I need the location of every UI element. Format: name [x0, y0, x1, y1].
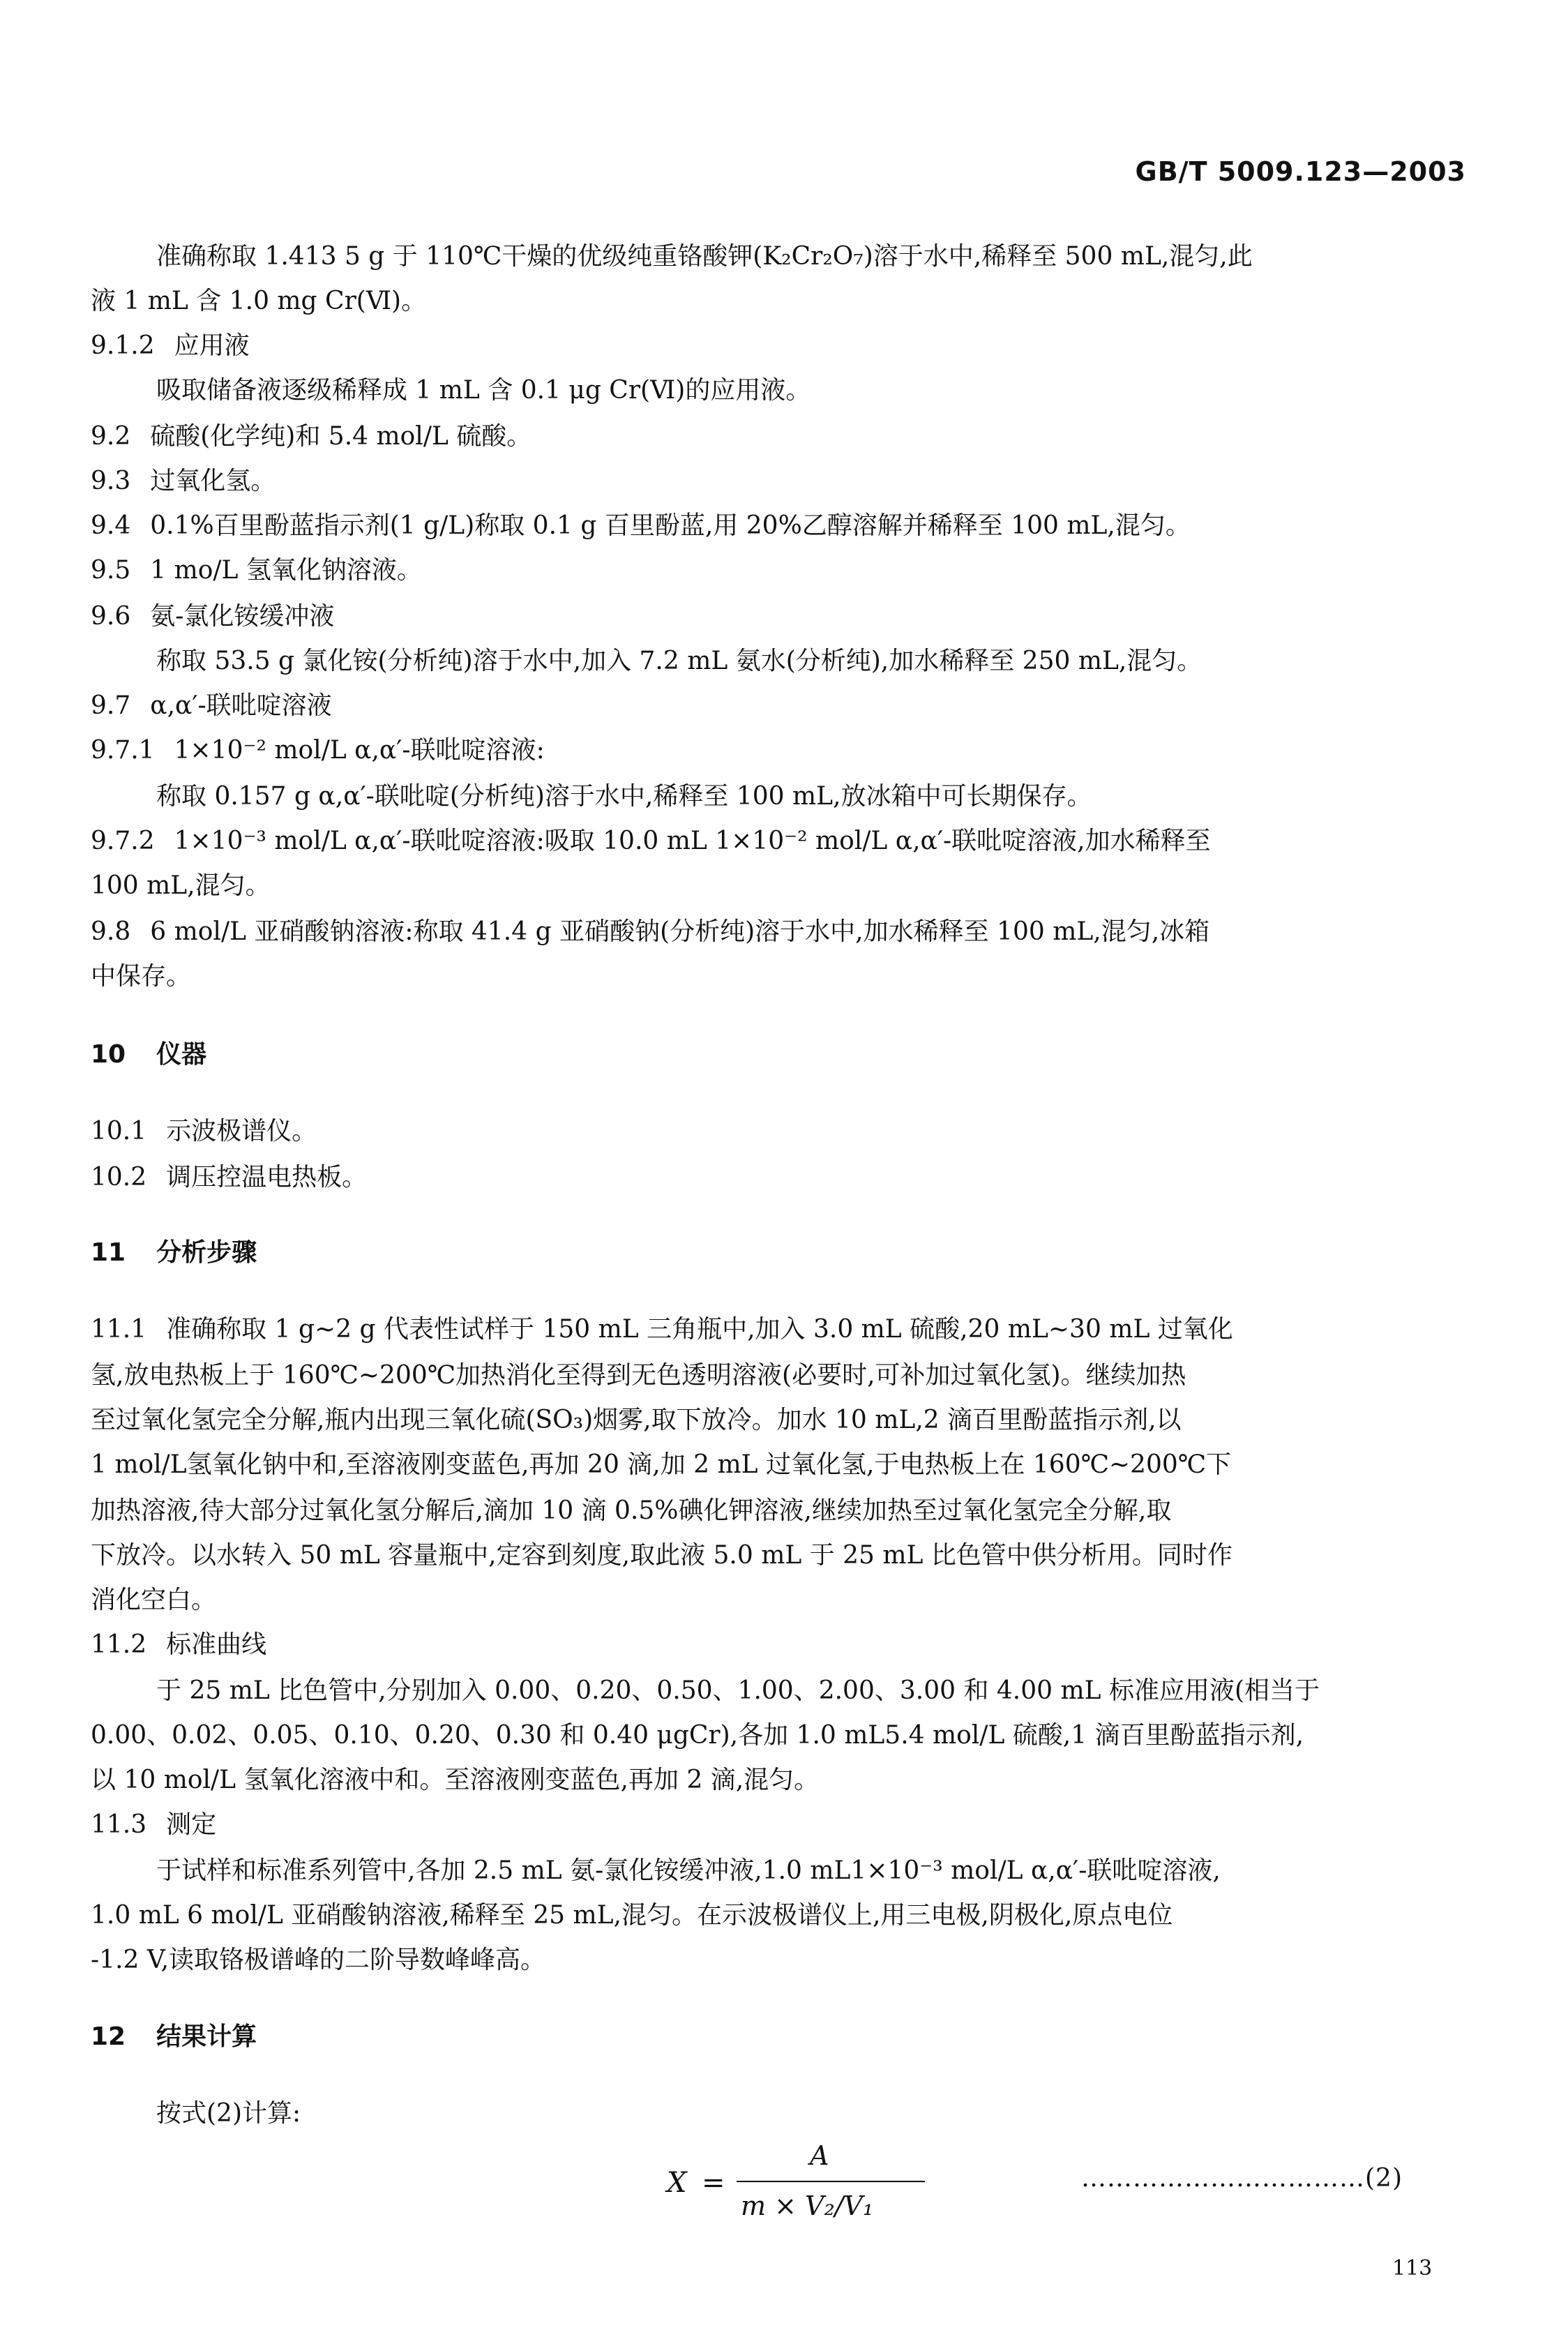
formula-leader-dots: ……………………………	[1081, 2164, 1365, 2193]
text-line	[91, 469, 276, 494]
clause-text: 于 25 mL 比色管中,分别加入 0.00、0.20、0.50、1.00、2.00、3.00 和 4.00 mL 标准应用液(相当于	[156, 1676, 1320, 1705]
clause-number: 10	[91, 1040, 126, 1069]
clause-text: 1×10⁻³ mol/L α,α′-联吡啶溶液:吸取 10.0 mL 1×10⁻² mol/L α,α′-联吡啶溶液,加水稀释至	[174, 827, 1211, 855]
text-line	[91, 604, 334, 629]
clause-text: 调压控温电热板。	[166, 1163, 368, 1192]
text-line	[156, 2101, 301, 2126]
text-line	[91, 1903, 1173, 1928]
text-line	[91, 558, 422, 583]
clause-text: 液 1 mL 含 1.0 mg Cr(Ⅵ)。	[91, 287, 427, 315]
text-line	[91, 1165, 367, 1190]
text-line	[91, 289, 426, 314]
text-line	[91, 1812, 216, 1838]
clause-number: 11.3	[91, 1810, 147, 1839]
clause-number: 9.7	[91, 691, 131, 720]
text-line	[91, 1543, 1232, 1568]
text-line	[156, 649, 1202, 674]
clause-text: 吸取储备液逐级稀释成 1 mL 含 0.1 μg Cr(Ⅵ)的应用液。	[156, 376, 811, 405]
clause-number: 9.3	[91, 467, 131, 495]
clause-text: 标准曲线	[166, 1630, 267, 1659]
text-line	[91, 829, 1211, 854]
text-line	[91, 693, 332, 719]
clause-number: 12	[91, 2022, 126, 2051]
clause-text: -1.2 V,读取铬极谱峰的二阶导数峰峰高。	[91, 1946, 546, 1974]
text-line	[91, 1723, 1304, 1748]
text-line	[156, 1858, 1221, 1884]
clause-number: 9.2	[91, 422, 131, 451]
page-number: 113	[1392, 2256, 1433, 2281]
text-line	[91, 424, 532, 449]
clause-text: 氨-氯化铵缓冲液	[150, 602, 335, 631]
clause-text: 准确称取 1 g~2 g 代表性试样于 150 mL 三角瓶中,加入 3.0 mL 硫酸,20 mL~30 mL 过氧化	[166, 1315, 1233, 1344]
clause-number: 9.7.2	[91, 827, 155, 855]
clause-text: 消化空白。	[91, 1586, 217, 1614]
clause-number: 9.1.2	[91, 331, 155, 360]
text-line	[91, 513, 1191, 539]
text-line	[91, 873, 271, 899]
formula-denominator: m × V₂/V₁	[741, 2191, 874, 2221]
section-heading	[91, 1240, 257, 1265]
clause-text: 应用液	[174, 331, 250, 360]
text-line	[91, 1317, 1233, 1342]
formula-numerator: A	[810, 2140, 829, 2171]
clause-text: 100 mL,混匀。	[91, 871, 271, 900]
clause-number: 11	[91, 1238, 126, 1267]
clause-text: α,α′-联吡啶溶液	[150, 691, 332, 720]
clause-text: 1 mo/L 氢氧化钠溶液。	[150, 556, 422, 585]
clause-text: 6 mol/L 亚硝酸钠溶液:称取 41.4 g 亚硝酸钠(分析纯)溶于水中,加水稀释至 100 mL,混匀,冰箱	[150, 917, 1210, 946]
clause-text: 于试样和标准系列管中,各加 2.5 mL 氨-氯化铵缓冲液,1.0 mL1×10⁻³ mol/L α,α′-联吡啶溶液,	[156, 1856, 1221, 1885]
text-line	[91, 964, 191, 989]
clause-text: 示波极谱仪。	[166, 1117, 317, 1145]
clause-text: 至过氧化氢完全分解,瓶内出现三氧化硫(SO₃)烟雾,取下放冷。加水 10 mL,2 滴百里酚蓝指示剂,以	[91, 1406, 1182, 1434]
standard-number: GB/T 5009.123—2003	[1135, 156, 1466, 187]
clause-text: 测定	[166, 1810, 217, 1839]
fraction-bar	[737, 2181, 925, 2182]
clause-number: 9.6	[91, 602, 131, 631]
clause-text: 中保存。	[91, 962, 192, 991]
clause-text: 硫酸(化学纯)和 5.4 mol/L 硫酸。	[150, 422, 532, 451]
formula-lhs: X	[667, 2167, 687, 2199]
clause-text: 准确称取 1.413 5 g 于 110℃干燥的优级纯重铬酸钾(K₂Cr₂O₇)溶于水中,稀释至 500 mL,混匀,此	[156, 242, 1253, 271]
text-line	[91, 1588, 216, 1613]
text-line	[91, 1948, 545, 1973]
clause-number: 9.8	[91, 917, 131, 946]
text-line	[91, 738, 545, 763]
clause-text: 以 10 mol/L 氢氧化溶液中和。至溶液刚变蓝色,再加 2 滴,混匀。	[91, 1766, 820, 1794]
clause-number: 9.7.1	[91, 736, 155, 765]
text-line	[91, 1119, 317, 1144]
clause-text: 1 mol/L氢氧化钠中和,至溶液刚变蓝色,再加 20 滴,加 2 mL 过氧化氢,于电热板上在 160℃~200℃下	[91, 1450, 1232, 1479]
text-line	[156, 1678, 1320, 1704]
clause-number: 9.4	[91, 511, 131, 540]
clause-text: 下放冷。以水转入 50 mL 容量瓶中,定容到刻度,取此液 5.0 mL 于 25 mL 比色管中供分析用。同时作	[91, 1541, 1232, 1570]
clause-number: 11.1	[91, 1315, 147, 1344]
clause-text: 过氧化氢。	[150, 467, 276, 495]
text-line	[91, 1632, 266, 1658]
text-line	[156, 378, 811, 403]
text-line	[91, 1768, 819, 1793]
text-line	[91, 333, 250, 359]
text-line	[91, 1452, 1231, 1478]
formula-label	[1081, 2164, 1403, 2193]
clause-number: 11.2	[91, 1630, 147, 1659]
clause-text: 0.1%百里酚蓝指示剂(1 g/L)称取 0.1 g 百里酚蓝,用 20%乙醇溶解并稀释至 100 mL,混匀。	[150, 511, 1191, 540]
section-heading	[91, 1042, 206, 1067]
clause-text: 称取 53.5 g 氯化铵(分析纯)溶于水中,加入 7.2 mL 氨水(分析纯),加水稀释至 250 mL,混匀。	[156, 647, 1203, 675]
clause-text: 仪器	[156, 1040, 207, 1069]
section-heading	[91, 2024, 257, 2050]
clause-number: 10.2	[91, 1163, 147, 1192]
text-line	[91, 1363, 1186, 1388]
clause-text: 氢,放电热板上于 160℃~200℃加热消化至得到无色透明溶液(必要时,可补加过氧化氢)。继续加热	[91, 1361, 1186, 1390]
clause-text: 1.0 mL 6 mol/L 亚硝酸钠溶液,稀释至 25 mL,混匀。在示波极谱仪上,用三电极,阴极化,原点电位	[91, 1901, 1173, 1930]
formula-equals: =	[702, 2167, 725, 2199]
text-line	[91, 1498, 1171, 1524]
text-line	[156, 784, 1092, 809]
text-line	[156, 244, 1253, 269]
text-line	[91, 1408, 1182, 1433]
clause-text: 结果计算	[156, 2022, 257, 2051]
clause-number: 9.5	[91, 556, 131, 585]
text-line	[91, 919, 1209, 945]
clause-number: 10.1	[91, 1117, 147, 1145]
formula-number: (2)	[1365, 2164, 1403, 2193]
clause-text: 按式(2)计算:	[156, 2099, 301, 2128]
clause-text: 0.00、0.02、0.05、0.10、0.20、0.30 和 0.40 μgCr),各加 1.0 mL5.4 mol/L 硫酸,1 滴百里酚蓝指示剂,	[91, 1721, 1304, 1750]
clause-text: 加热溶液,待大部分过氧化氢分解后,滴加 10 滴 0.5%碘化钾溶液,继续加热至过氧化氢完全分解,取	[91, 1496, 1172, 1525]
clause-text: 1×10⁻² mol/L α,α′-联吡啶溶液:	[174, 736, 545, 765]
clause-text: 称取 0.157 g α,α′-联吡啶(分析纯)溶于水中,稀释至 100 mL,放冰箱中可长期保存。	[156, 782, 1092, 811]
clause-text: 分析步骤	[156, 1238, 257, 1267]
